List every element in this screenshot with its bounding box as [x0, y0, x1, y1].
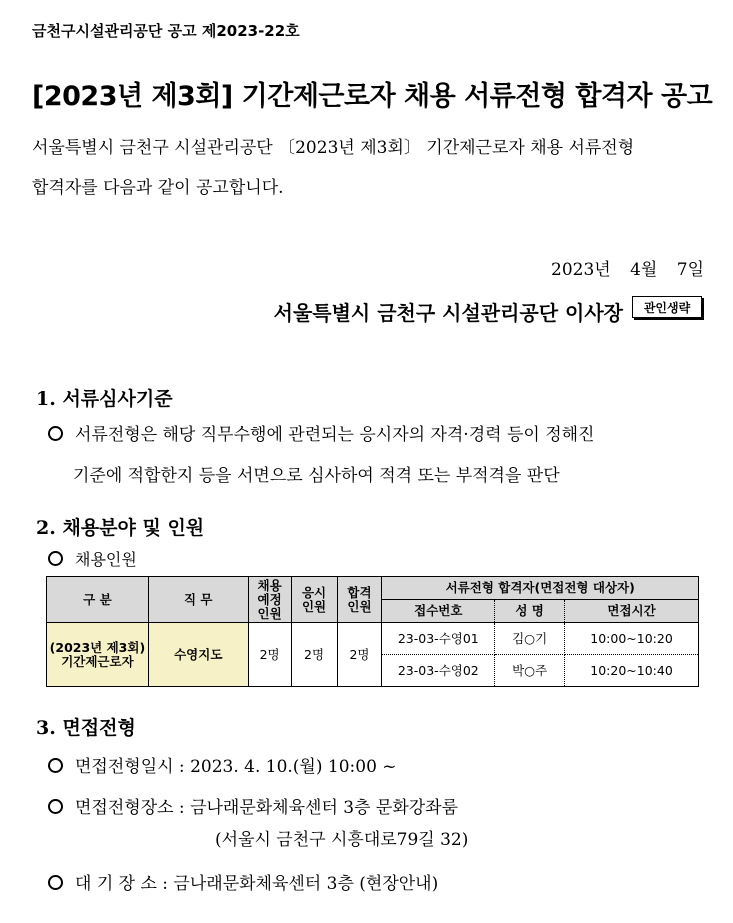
header-name: 성 명	[495, 600, 565, 623]
section-1-text-1: 서류전형은 해당 직무수행에 관련되는 응시자의 자격·경력 등이 정해진	[75, 425, 595, 445]
interview-date: 면접전형일시 : 2023. 4. 10.(월) 10:00 ~	[75, 757, 397, 777]
notice-number: 금천구시설관리공단 공고 제2023-22호	[32, 22, 300, 40]
notice-date: 2023년 4월 7일	[551, 260, 704, 280]
page-title: [2023년 제3회] 기간제근로자 채용 서류전형 합격자 공고	[32, 81, 713, 112]
section-2-heading: 2. 채용분야 및 인원	[36, 517, 205, 539]
receipt-no-2: 23-03-수영02	[382, 655, 495, 687]
interview-place-item	[48, 793, 458, 818]
interview-time-2: 10:20~10:40	[565, 655, 699, 687]
header-applied: 응시 인원	[291, 577, 337, 623]
issuer-name: 서울특별시 금천구 시설관리공단 이사장	[273, 301, 623, 325]
circle-bullet-icon	[48, 426, 63, 441]
header-passed: 합격 인원	[337, 577, 382, 623]
passed-count: 2명	[337, 623, 382, 687]
interview-place: 면접전형장소 : 금나래문화체육센터 3층 문화강좌룸	[75, 798, 459, 818]
header-receipt-no: 접수번호	[382, 600, 495, 623]
waiting-place-item	[48, 869, 438, 894]
header-planned: 채용 예정 인원	[248, 577, 291, 623]
header-interview-time: 면접시간	[565, 600, 699, 623]
section-2-sub	[48, 547, 137, 570]
section-2-sub-label: 채용인원	[75, 550, 137, 569]
interview-address: (서울시 금천구 시흥대로79길 32)	[215, 830, 469, 850]
intro-line-2: 합격자를 다음과 같이 공고합니다.	[32, 178, 284, 198]
section-1-bullet	[48, 420, 594, 445]
circle-bullet-icon	[48, 758, 63, 773]
category-cell: (2023년 제3회) 기간제근로자	[47, 623, 149, 687]
applicant-name-2: 박○주	[495, 655, 565, 687]
duty-cell: 수영지도	[148, 623, 248, 687]
planned-count: 2명	[248, 623, 291, 687]
interview-time-1: 10:00~10:20	[565, 623, 699, 655]
waiting-place: 대 기 장 소 : 금나래문화체육센터 3층 (현장안내)	[75, 874, 439, 894]
seal-omitted-stamp: 관인생략	[632, 296, 702, 318]
header-category: 구 분	[47, 577, 149, 623]
interview-date-item	[48, 752, 397, 777]
circle-bullet-icon	[48, 799, 63, 814]
hiring-table	[46, 576, 699, 687]
header-pass-group: 서류전형 합격자(면접전형 대상자)	[382, 577, 699, 600]
applied-count: 2명	[291, 623, 337, 687]
section-3-heading: 3. 면접전형	[36, 717, 136, 739]
header-duty: 직 무	[148, 577, 248, 623]
intro-line-1: 서울특별시 금천구 시설관리공단 〔2023년 제3회〕 기간제근로자 채용 서류전형	[32, 138, 635, 158]
applicant-name-1: 김○기	[495, 623, 565, 655]
circle-bullet-icon	[48, 875, 63, 890]
circle-bullet-icon	[48, 551, 63, 566]
section-1-text-2: 기준에 적합한지 등을 서면으로 심사하여 적격 또는 부적격을 판단	[73, 466, 560, 486]
section-1-heading: 1. 서류심사기준	[36, 388, 173, 410]
receipt-no-1: 23-03-수영01	[382, 623, 495, 655]
